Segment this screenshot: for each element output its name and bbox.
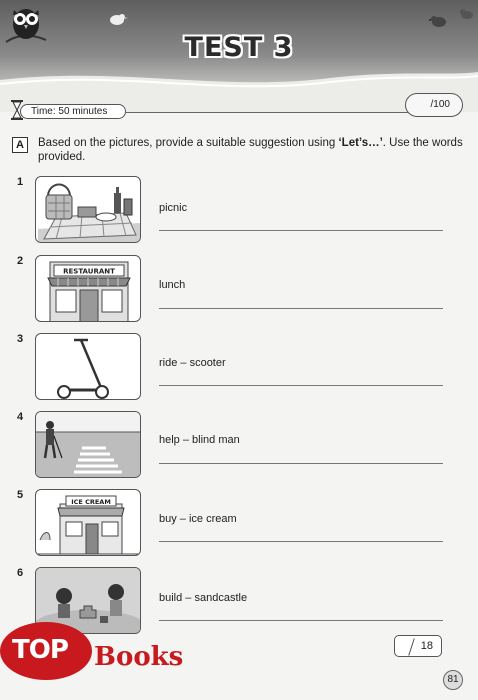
restaurant-picture (35, 255, 141, 322)
word-prompt: picnic (159, 202, 188, 214)
word-prompt: build – sandcastle (159, 592, 248, 604)
section-letter: A (12, 137, 28, 153)
answer-line[interactable] (159, 541, 443, 542)
word-prompt: help – blind man (159, 434, 240, 446)
bird-icon (458, 6, 476, 22)
logo-top-text: TOP (12, 635, 68, 665)
instruction-text-1: Based on the pictures, provide a suitable suggestion using (38, 137, 339, 149)
section-score: 18 (420, 640, 433, 652)
ice-cream-sign: ICE CREAM (71, 498, 111, 506)
restaurant-sign: RESTAURANT (63, 267, 115, 276)
word-prompt: buy – ice cream (159, 513, 237, 525)
blind-man-picture (35, 411, 141, 478)
answer-line[interactable] (159, 230, 443, 231)
instruction-text-2: . Use the words provided. (38, 137, 463, 163)
test-title: TEST 3 (184, 32, 294, 63)
scooter-picture (35, 333, 141, 400)
question-number: 2 (17, 255, 24, 267)
total-score-box (405, 93, 463, 117)
answer-line[interactable] (159, 620, 443, 621)
answer-line[interactable] (159, 463, 443, 464)
time-limit: Time: 50 minutes (20, 104, 126, 119)
instruction-keyword: ‘Let’s…’ (338, 137, 383, 149)
total-score: /100 (430, 99, 450, 110)
word-prompt: ride – scooter (159, 357, 226, 369)
page-number: 81 (443, 670, 463, 690)
bird-icon (106, 10, 128, 28)
section-score-box (394, 635, 442, 657)
question-number: 3 (17, 333, 24, 345)
word-prompt: lunch (159, 279, 186, 291)
answer-line[interactable] (159, 308, 443, 309)
question-number: 5 (17, 489, 24, 501)
question-number: 1 (17, 176, 24, 188)
answer-line[interactable] (159, 385, 443, 386)
header-rule (126, 112, 418, 113)
bird-icon (428, 12, 450, 30)
question-number: 4 (17, 411, 24, 423)
ice-cream-shop-picture (35, 489, 141, 556)
picnic-picture (35, 176, 141, 243)
section-instruction (38, 136, 463, 164)
logo-books-text: Books (94, 642, 184, 672)
header-banner (0, 0, 478, 100)
question-number: 6 (17, 567, 24, 579)
topbooks-logo (0, 622, 190, 680)
score-slash (408, 638, 415, 655)
